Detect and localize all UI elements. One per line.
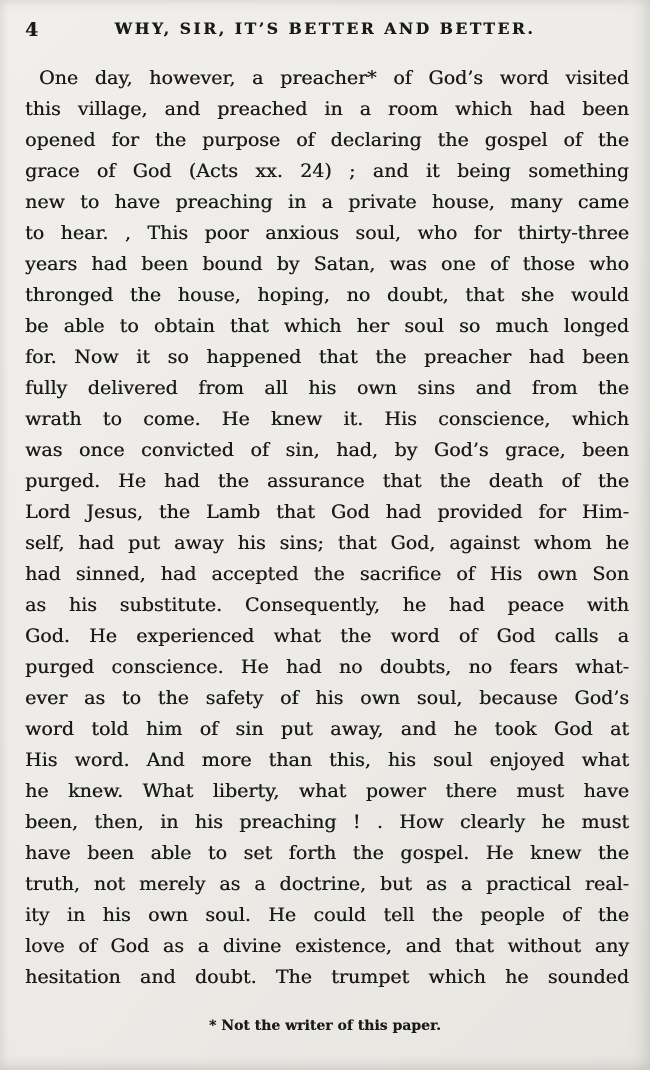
text-line: truth, not merely as a doctrine, but as a practical real- xyxy=(25,873,629,895)
text-line: purged conscience. He had no doubts, no fears what- xyxy=(25,656,629,678)
text-line: for. Now it so happened that the preacher had been xyxy=(25,346,629,368)
page-number: 4 xyxy=(25,19,39,41)
text-line: purged. He had the assurance that the death of the xyxy=(25,470,629,492)
footnote: * Not the writer of this paper. xyxy=(209,1018,441,1034)
text-line: ever as to the safety of his own soul, because God’s xyxy=(25,687,629,709)
text-line: self, had put away his sins; that God, against whom he xyxy=(25,532,629,554)
text-line: this village, and preached in a room which had been xyxy=(25,98,629,120)
text-line: hesitation and doubt. The trumpet which he sounded xyxy=(25,966,629,988)
text-line: grace of God (Acts xx. 24) ; and it being something xyxy=(25,160,629,182)
text-line: had sinned, had accepted the sacrifice of His own Son xyxy=(25,563,629,585)
text-line: to hear. , This poor anxious soul, who for thirty-three xyxy=(25,222,629,244)
text-line: ity in his own soul. He could tell the people of the xyxy=(25,904,629,926)
text-line: he knew. What liberty, what power there must have xyxy=(25,780,629,802)
page-header xyxy=(0,19,650,41)
text-line: was once convicted of sin, had, by God’s grace, been xyxy=(25,439,629,461)
text-line: new to have preaching in a private house, many came xyxy=(25,191,629,213)
text-line: been, then, in his preaching ! . How clearly he must xyxy=(25,811,629,833)
text-line: years had been bound by Satan, was one of those who xyxy=(25,253,629,275)
text-line: love of God as a divine existence, and that without any xyxy=(25,935,629,957)
text-line: One day, however, a preacher* of God’s word visited xyxy=(39,67,629,89)
text-line: Lord Jesus, the Lamb that God had provided for Him- xyxy=(25,501,629,523)
text-line: as his substitute. Consequently, he had peace with xyxy=(25,594,629,616)
text-line: opened for the purpose of declaring the gospel of the xyxy=(25,129,629,151)
text-line: be able to obtain that which her soul so much longed xyxy=(25,315,629,337)
text-line: wrath to come. He knew it. His conscience, which xyxy=(25,408,629,430)
body-text xyxy=(25,63,629,993)
text-line: thronged the house, hoping, no doubt, that she would xyxy=(25,284,629,306)
text-line: His word. And more than this, his soul enjoyed what xyxy=(25,749,629,771)
text-line: God. He experienced what the word of God calls a xyxy=(25,625,629,647)
text-line: word told him of sin put away, and he took God at xyxy=(25,718,629,740)
text-line: fully delivered from all his own sins and from the xyxy=(25,377,629,399)
running-title: WHY, SIR, IT’S BETTER AND BETTER. xyxy=(114,19,536,38)
text-line: have been able to set forth the gospel. He knew the xyxy=(25,842,629,864)
